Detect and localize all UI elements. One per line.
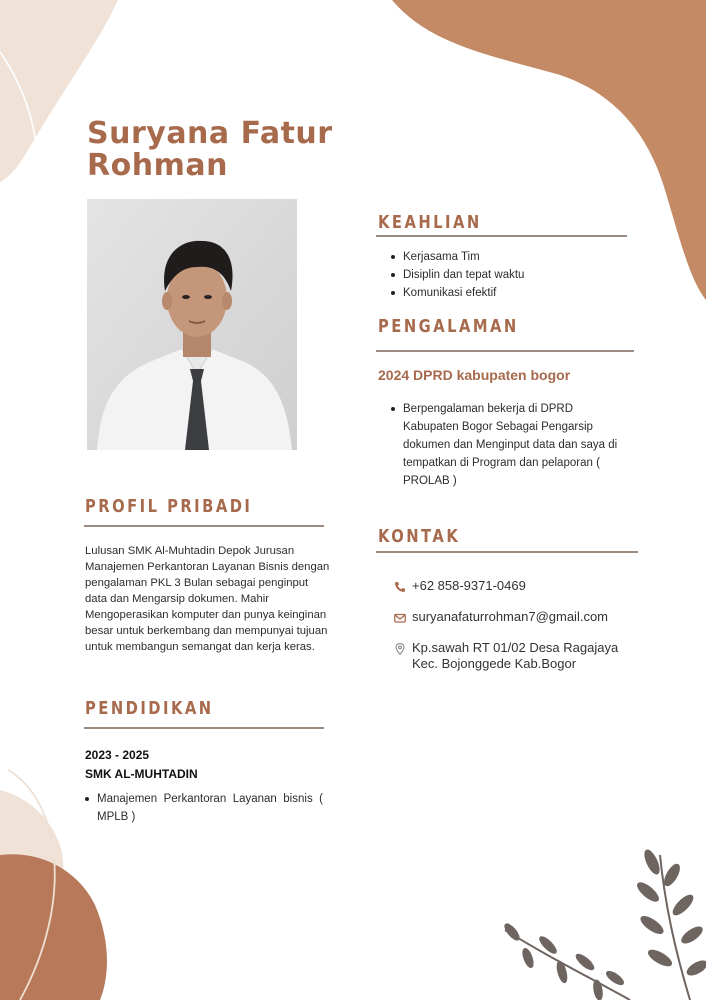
contact-address [394,640,618,672]
profile-heading: PROFIL PRIBADI [85,496,253,517]
education-list [83,790,323,826]
contact-divider [376,551,638,553]
list-item: Disiplin dan tepat waktu [389,266,629,284]
education-divider [84,727,324,729]
experience-divider [376,350,634,352]
name-line-2: Rohman [87,148,228,183]
profile-photo [87,199,297,450]
experience-list [389,400,629,490]
address-line-1: Kp.sawah RT 01/02 Desa Ragajaya [412,640,619,655]
experience-heading: PENGALAMAN [378,316,519,337]
experience-title: 2024 DPRD kabupaten bogor [378,367,571,383]
education-years: 2023 - 2025 [85,748,150,762]
location-pin-icon [394,643,406,655]
contact-heading: KONTAK [378,526,461,547]
phone-icon [394,581,406,593]
name-line-1: Suryana Fatur [87,116,333,151]
education-school: SMK AL-MUHTADIN [85,767,198,781]
email-address: suryanafaturrohman7@gmail.com [412,609,609,624]
contact-phone [394,578,526,594]
phone-number: +62 858-9371-0469 [412,578,526,593]
candidate-name [87,118,387,182]
contact-email [394,609,608,625]
profile-divider [84,525,324,527]
list-item: Kerjasama Tim [389,248,629,266]
address-line-2: Kec. Bojonggede Kab.Bogor [412,656,577,671]
list-item: Komunikasi efektif [389,284,629,302]
profile-summary: Lulusan SMK Al-Muhtadin Depok Jurusan Manajemen Perkantoran Layanan Bisnis dengan pengalaman PKL 3 Bulan sebagai penginput data dan Mengarsip dokumen. Mahir Mengoperasikan komputer dan punya keinginan besar untuk berkembang dan mempunyai tujuan untuk membangun semangat dan kerja keras. [85,545,330,653]
skills-list [389,248,629,302]
mail-icon [394,612,406,624]
list-item: Manajemen Perkantoran Layanan bisnis ( MPLB ) [83,790,323,826]
education-heading: PENDIDIKAN [85,698,214,719]
skills-divider [376,235,627,237]
skills-heading: KEAHLIAN [378,212,482,233]
list-item: Berpengalaman bekerja di DPRD Kabupaten Bogor Sebagai Pengarsip dokumen dan Menginput data dan saya di tempatkan di Program dan pelaporan ( PROLAB ) [389,400,629,490]
